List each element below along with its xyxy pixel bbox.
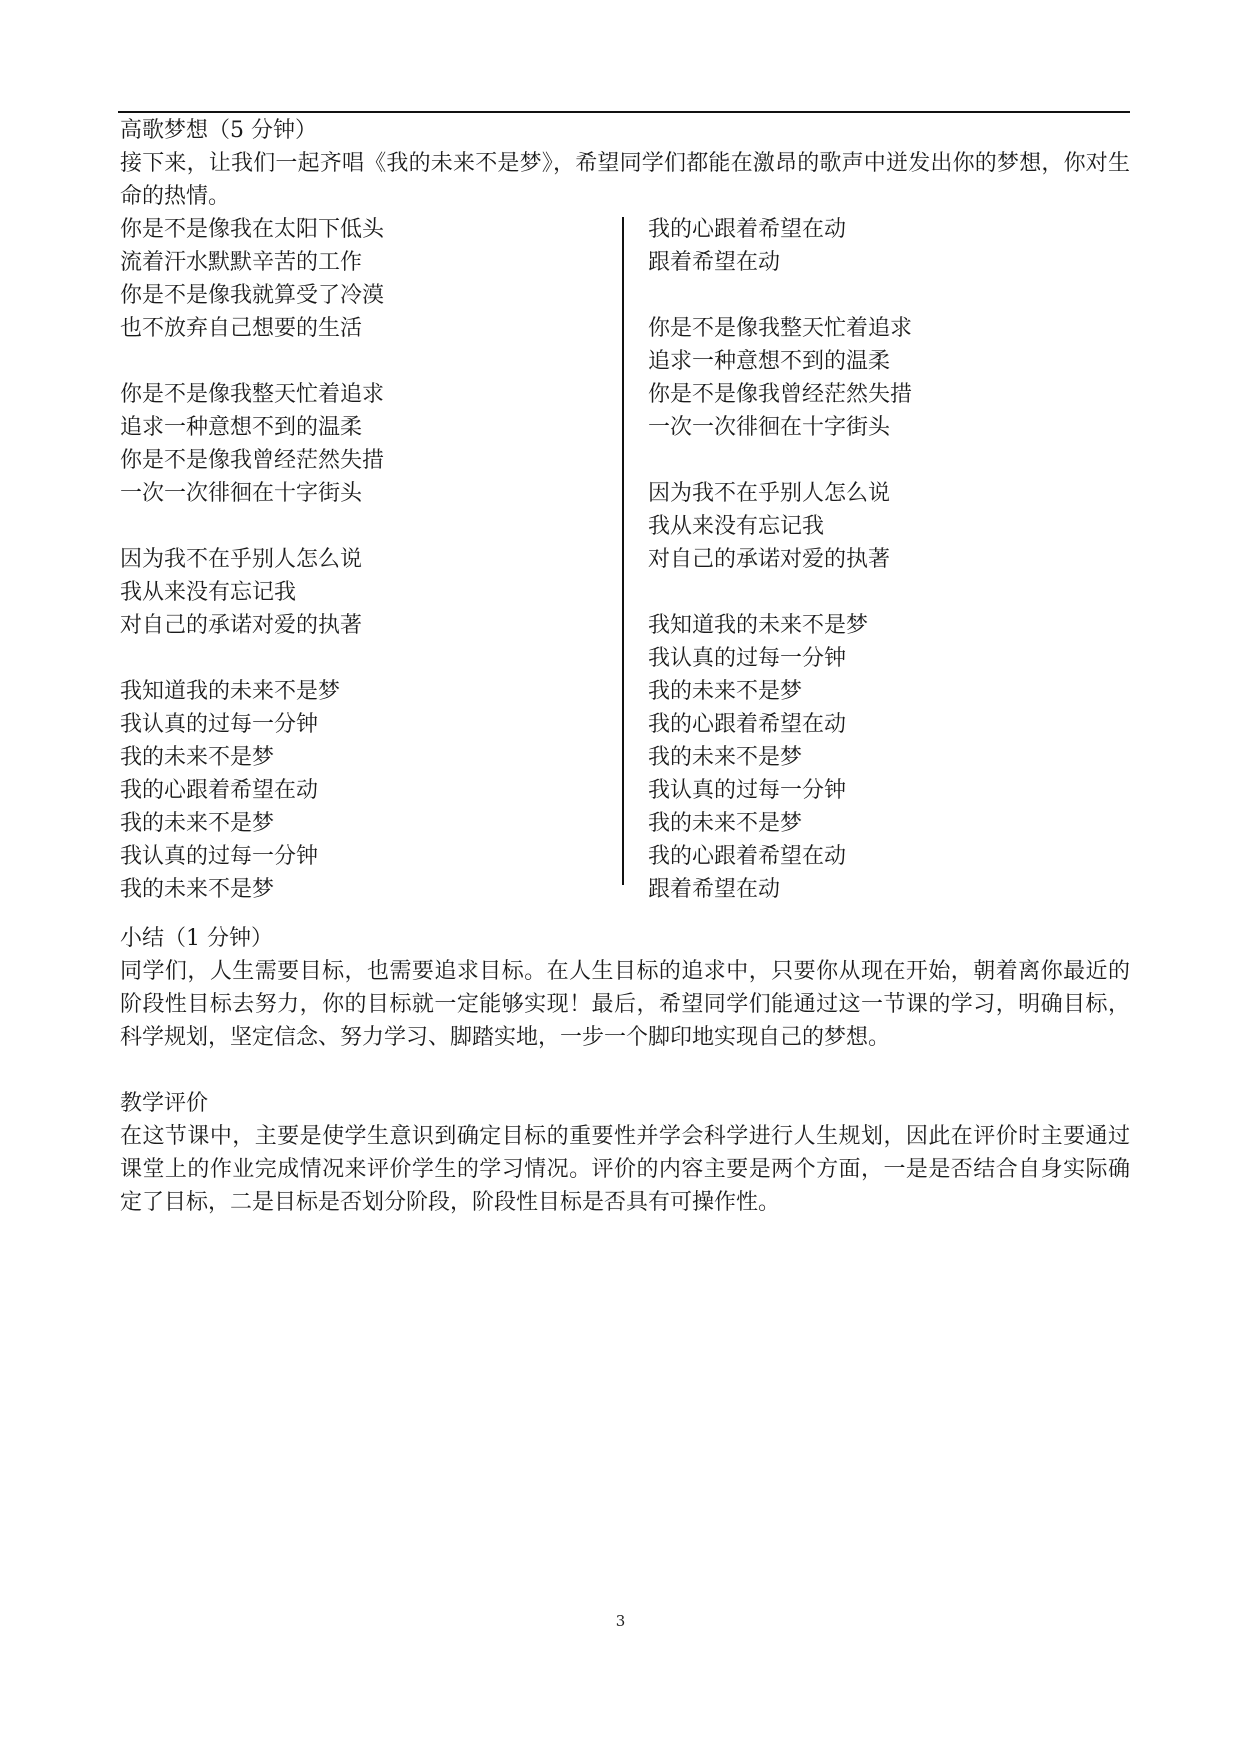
lyric-line: 对自己的承诺对爱的执著 [648, 547, 891, 572]
header-rule [118, 111, 1130, 113]
lyric-line: 我知道我的未来不是梦 [120, 679, 341, 704]
page-number: 3 [615, 1612, 626, 1630]
lyrics-column-left [120, 213, 600, 906]
section-heading-summary: 小结（1 分钟） [120, 926, 273, 951]
lyric-line [648, 444, 1128, 477]
lyric-line [120, 642, 600, 675]
lyric-line: 我从来没有忘记我 [648, 514, 825, 539]
lyrics-column-divider [622, 217, 624, 885]
lyric-line: 因为我不在乎别人怎么说 [648, 481, 891, 506]
section-intro-paragraph: 接下来，让我们一起齐唱《我的未来不是梦》，希望同学们都能在激昂的歌声中迸发出你的梦想，你对生命的热情。 [120, 151, 1130, 209]
blank-line [120, 1054, 1130, 1087]
lyric-line: 我的未来不是梦 [120, 877, 275, 902]
lyric-line [648, 576, 1128, 609]
section-heading-sing-dream: 高歌梦想（5 分钟） [120, 118, 317, 143]
lyric-line: 我的心跟着希望在动 [648, 844, 847, 869]
lyric-line: 流着汗水默默辛苦的工作 [120, 250, 363, 275]
summary-paragraph: 同学们，人生需要目标，也需要追求目标。在人生目标的追求中，只要你从现在开始，朝着离你最近的阶段性目标去努力，你的目标就一定能够实现！最后，希望同学们能通过这一节课的学习，明确目标，科学规划，坚定信念、努力学习、脚踏实地，一步一个脚印地实现自己的梦想。 [120, 959, 1130, 1050]
lyric-line: 你是不是像我整天忙着追求 [120, 382, 385, 407]
lyrics-column-right [648, 213, 1128, 906]
lyric-line: 我的未来不是梦 [648, 811, 803, 836]
lyric-line: 我的未来不是梦 [648, 745, 803, 770]
lyric-line: 我的心跟着希望在动 [648, 217, 847, 242]
lyric-line: 一次一次徘徊在十字街头 [648, 415, 891, 440]
lyric-line: 我认真的过每一分钟 [120, 712, 319, 737]
page-content [120, 114, 1130, 1219]
lyric-line: 你是不是像我就算受了冷漠 [120, 283, 385, 308]
section-heading-evaluation: 教学评价 [120, 1091, 209, 1116]
lyric-line: 因为我不在乎别人怎么说 [120, 547, 363, 572]
lyric-line: 我的未来不是梦 [120, 745, 275, 770]
lyric-line: 我认真的过每一分钟 [648, 646, 847, 671]
lyric-line: 你是不是像我曾经茫然失措 [648, 382, 913, 407]
lyric-line: 一次一次徘徊在十字街头 [120, 481, 363, 506]
lyric-line: 我认真的过每一分钟 [648, 778, 847, 803]
lyric-line: 我的未来不是梦 [648, 679, 803, 704]
lyric-line: 跟着希望在动 [648, 877, 781, 902]
lyric-line: 你是不是像我整天忙着追求 [648, 316, 913, 341]
lyric-line [648, 279, 1128, 312]
evaluation-paragraph: 在这节课中，主要是使学生意识到确定目标的重要性并学会科学进行人生规划，因此在评价时主要通过课堂上的作业完成情况来评价学生的学习情况。评价的内容主要是两个方面，一是是否结合自身实际确定了目标，二是目标是否划分阶段，阶段性目标是否具有可操作性。 [120, 1124, 1130, 1215]
lyric-line [120, 345, 600, 378]
lyric-line: 你是不是像我在太阳下低头 [120, 217, 385, 242]
lyric-line: 也不放弃自己想要的生活 [120, 316, 363, 341]
lyric-line: 你是不是像我曾经茫然失措 [120, 448, 385, 473]
lyric-line: 我的未来不是梦 [120, 811, 275, 836]
lyric-line [120, 510, 600, 543]
lyric-line: 追求一种意想不到的温柔 [120, 415, 363, 440]
lyrics-block [120, 213, 1130, 902]
lyric-line: 对自己的承诺对爱的执著 [120, 613, 363, 638]
lyric-line: 跟着希望在动 [648, 250, 781, 275]
lyric-line: 追求一种意想不到的温柔 [648, 349, 891, 374]
lyric-line: 我认真的过每一分钟 [120, 844, 319, 869]
lyric-line: 我的心跟着希望在动 [648, 712, 847, 737]
lyric-line: 我的心跟着希望在动 [120, 778, 319, 803]
lyric-line: 我从来没有忘记我 [120, 580, 297, 605]
lyric-line: 我知道我的未来不是梦 [648, 613, 869, 638]
